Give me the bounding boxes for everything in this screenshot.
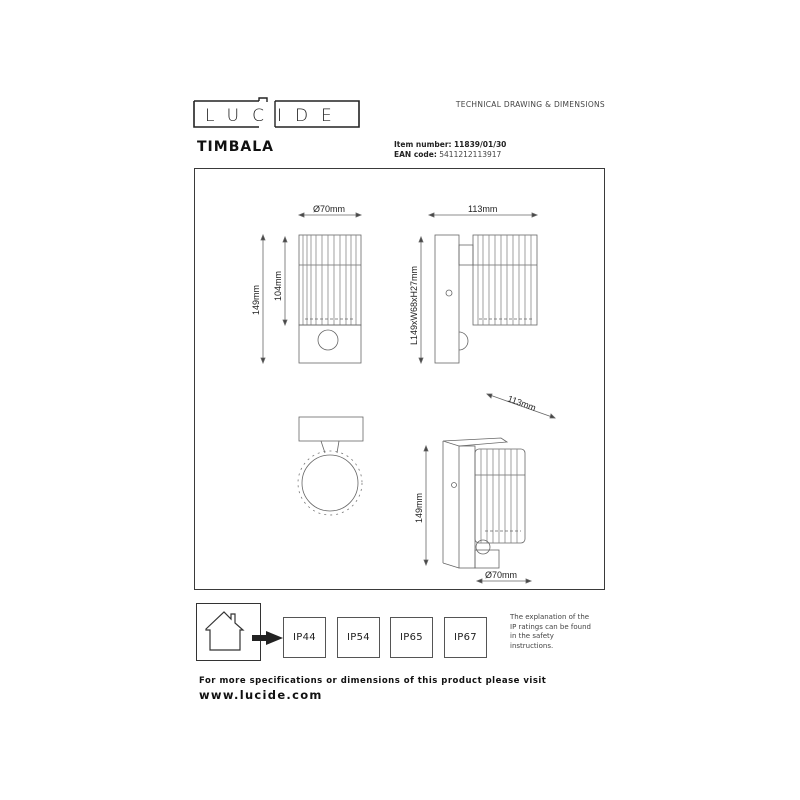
product-title: TIMBALA bbox=[197, 139, 274, 155]
svg-text:113mm: 113mm bbox=[468, 204, 498, 214]
item-number-label: Item number: bbox=[394, 140, 452, 149]
svg-text:Ø70mm: Ø70mm bbox=[313, 204, 346, 214]
svg-text:113mm: 113mm bbox=[506, 393, 538, 413]
visit-text: For more specifications or dimensions of this product please visit bbox=[199, 676, 547, 686]
ip-rating-box: IP67 bbox=[444, 617, 487, 658]
ean-code: 5411212113917 bbox=[439, 150, 502, 159]
brand-logo bbox=[193, 97, 360, 129]
svg-text:L149xW68xH27mm: L149xW68xH27mm bbox=[409, 265, 419, 345]
side-view bbox=[419, 213, 537, 363]
perspective-view bbox=[424, 394, 555, 583]
svg-text:149mm: 149mm bbox=[414, 492, 424, 523]
arrow-right-icon bbox=[252, 630, 284, 649]
svg-text:104mm: 104mm bbox=[273, 270, 283, 301]
svg-text:149mm: 149mm bbox=[251, 284, 261, 315]
note-line: The explanation of the bbox=[510, 613, 590, 621]
ean-label: EAN code: bbox=[394, 150, 437, 159]
svg-text:Ø70mm: Ø70mm bbox=[485, 570, 518, 580]
website-link[interactable]: www.lucide.com bbox=[199, 688, 323, 702]
technical-drawing bbox=[195, 169, 606, 591]
ip-rating-box: IP54 bbox=[337, 617, 380, 658]
note-line: IP ratings can be found bbox=[510, 622, 591, 631]
product-meta bbox=[394, 140, 506, 160]
document-type: TECHNICAL DRAWING & DIMENSIONS bbox=[455, 100, 605, 109]
ip-rating-box: IP65 bbox=[390, 617, 433, 658]
technical-drawing-frame bbox=[194, 168, 605, 590]
ip-explanation-note bbox=[510, 613, 610, 651]
svg-text:LUCIDE: LUCIDE bbox=[205, 106, 345, 126]
top-view bbox=[298, 417, 363, 515]
item-number: 11839/01/30 bbox=[453, 140, 507, 149]
note-line: instructions. bbox=[510, 641, 554, 650]
house-icon bbox=[197, 604, 259, 659]
ip-rating-box: IP44 bbox=[283, 617, 326, 658]
note-line: in the safety bbox=[510, 632, 554, 640]
